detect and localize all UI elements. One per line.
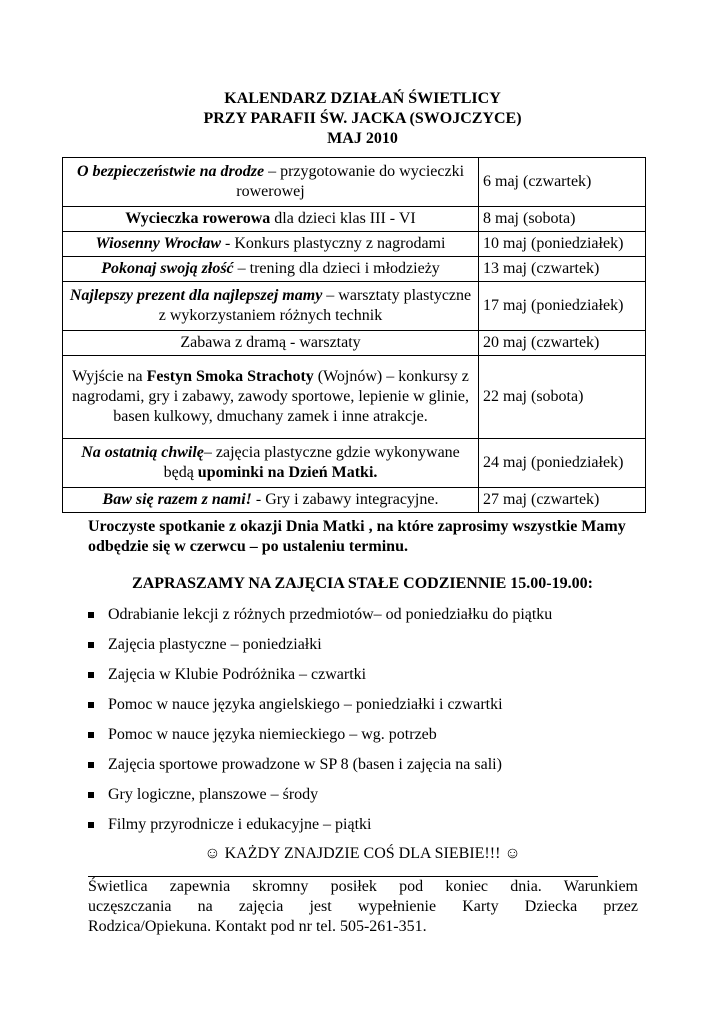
event-title: O bezpieczeństwie na drodze: [76, 163, 265, 180]
list-item: [88, 631, 552, 661]
event-date: 10 maj (poniedziałek): [479, 232, 646, 257]
calendar-table: [62, 157, 646, 513]
title-line-3: MAJ 2010: [327, 130, 398, 147]
table-row: [63, 282, 646, 331]
title-line-2: PRZY PARAFII ŚW. JACKA (SWOJCZYCE): [203, 110, 522, 127]
activity-text: Filmy przyrodnicze i edukacyjne – piątki: [108, 816, 372, 833]
daily-activities-heading: ZAPRASZAMY NA ZAJĘCIA STAŁE CODZIENNIE 15.00-19.00:: [132, 575, 593, 592]
table-row: [63, 232, 646, 257]
table-row: [63, 331, 646, 356]
event-description: [63, 331, 479, 356]
event-highlight: upominki na Dzień Matki.: [197, 464, 378, 481]
title-line-1: KALENDARZ DZIAŁAŃ ŚWIETLICY: [224, 90, 501, 107]
table-row: [63, 207, 646, 232]
event-title: Najlepszy prezent dla najlepszej mamy: [69, 287, 323, 304]
event-date: 6 maj (czwartek): [479, 158, 646, 207]
square-bullet-icon: [88, 702, 94, 708]
event-date: 27 maj (czwartek): [479, 488, 646, 513]
table-row: [63, 158, 646, 207]
event-detail: (Wojnów) – konkursy z nagrodami, gry i zabawy, zawody sportowe, lepienie w glinie, basen kulkowy, dmuchany zamek i inne atrakcje.: [71, 368, 470, 425]
event-date: 13 maj (czwartek): [479, 257, 646, 282]
footer-line-3: Rodzica/Opiekuna. Kontakt pod nr tel. 505-261-351.: [88, 918, 427, 935]
activity-text: Pomoc w nauce języka angielskiego – poniedziałki i czwartki: [108, 696, 503, 713]
activity-text: Zajęcia w Klubie Podróżnika – czwartki: [108, 666, 367, 683]
event-detail: – warsztaty plastyczne z wykorzystaniem różnych technik: [158, 287, 472, 324]
list-item: [88, 601, 552, 631]
list-item: [88, 751, 552, 781]
list-item: [88, 721, 552, 751]
square-bullet-icon: [88, 732, 94, 738]
mothers-day-notice: Uroczyste spotkanie z okazji Dnia Matki , na które zaprosimy wszystkie Mamy odbędzie się w czerwcu – po ustaleniu terminu.: [88, 518, 626, 555]
event-detail: - Gry i zabawy integracyjne.: [251, 491, 439, 508]
event-date: 24 maj (poniedziałek): [479, 439, 646, 488]
event-description: [63, 439, 479, 488]
event-detail: Zabawa z dramą - warsztaty: [180, 334, 361, 351]
event-title: Festyn Smoka Strachoty: [146, 368, 314, 385]
slogan: ☺ KAŻDY ZNAJDZIE COŚ DLA SIEBIE!!! ☺: [204, 845, 521, 862]
activity-text: Zajęcia sportowe prowadzone w SP 8 (basen i zajęcia na sali): [108, 756, 502, 773]
list-item: [88, 661, 552, 691]
event-date: 22 maj (sobota): [479, 356, 646, 439]
event-title: Na ostatnią chwilę: [81, 444, 204, 461]
square-bullet-icon: [88, 612, 94, 618]
event-description: [63, 282, 479, 331]
activity-text: Zajęcia plastyczne – poniedziałki: [108, 636, 322, 653]
table-row: [63, 488, 646, 513]
event-detail: – zajęcia plastyczne gdzie wykonywane będą: [163, 444, 460, 481]
event-title: Wiosenny Wrocław: [95, 235, 222, 252]
square-bullet-icon: [88, 822, 94, 828]
event-detail: – trening dla dzieci i młodzieży: [233, 260, 440, 277]
event-title: Pokonaj swoją złość: [101, 260, 234, 277]
footer-line-2: uczęszczania na zajęcia jest wypełnienie Karty Dziecka przez: [88, 898, 638, 915]
event-description: [63, 356, 479, 439]
event-date: 8 maj (sobota): [479, 207, 646, 232]
event-description: [63, 488, 479, 513]
activity-text: Gry logiczne, planszowe – środy: [108, 786, 319, 803]
activity-text: Odrabianie lekcji z różnych przedmiotów– od poniedziałku do piątku: [108, 606, 553, 623]
square-bullet-icon: [88, 792, 94, 798]
event-title: Baw się razem z nami!: [102, 491, 252, 508]
event-description: [63, 257, 479, 282]
table-row: [63, 439, 646, 488]
square-bullet-icon: [88, 672, 94, 678]
event-title: Wycieczka rowerowa: [125, 210, 271, 227]
square-bullet-icon: [88, 762, 94, 768]
event-description: [63, 232, 479, 257]
event-prefix: Wyjście na: [72, 368, 147, 385]
list-item: [88, 781, 552, 811]
event-detail: - Konkurs plastyczny z nagrodami: [221, 235, 446, 252]
footer-note: [88, 877, 638, 937]
table-row: [63, 257, 646, 282]
footer-line-1: Świetlica zapewnia skromny posiłek pod koniec dnia. Warunkiem: [88, 878, 638, 895]
activities-list: [88, 601, 552, 841]
event-description: [63, 207, 479, 232]
event-detail: – przygotowanie do wycieczki rowerowej: [236, 163, 465, 200]
square-bullet-icon: [88, 642, 94, 648]
activity-text: Pomoc w nauce języka niemieckiego – wg. potrzeb: [108, 726, 437, 743]
event-detail: dla dzieci klas III - VI: [270, 210, 416, 227]
table-row: [63, 356, 646, 439]
event-description: [63, 158, 479, 207]
list-item: [88, 811, 552, 841]
event-date: 17 maj (poniedziałek): [479, 282, 646, 331]
list-item: [88, 691, 552, 721]
event-date: 20 maj (czwartek): [479, 331, 646, 356]
